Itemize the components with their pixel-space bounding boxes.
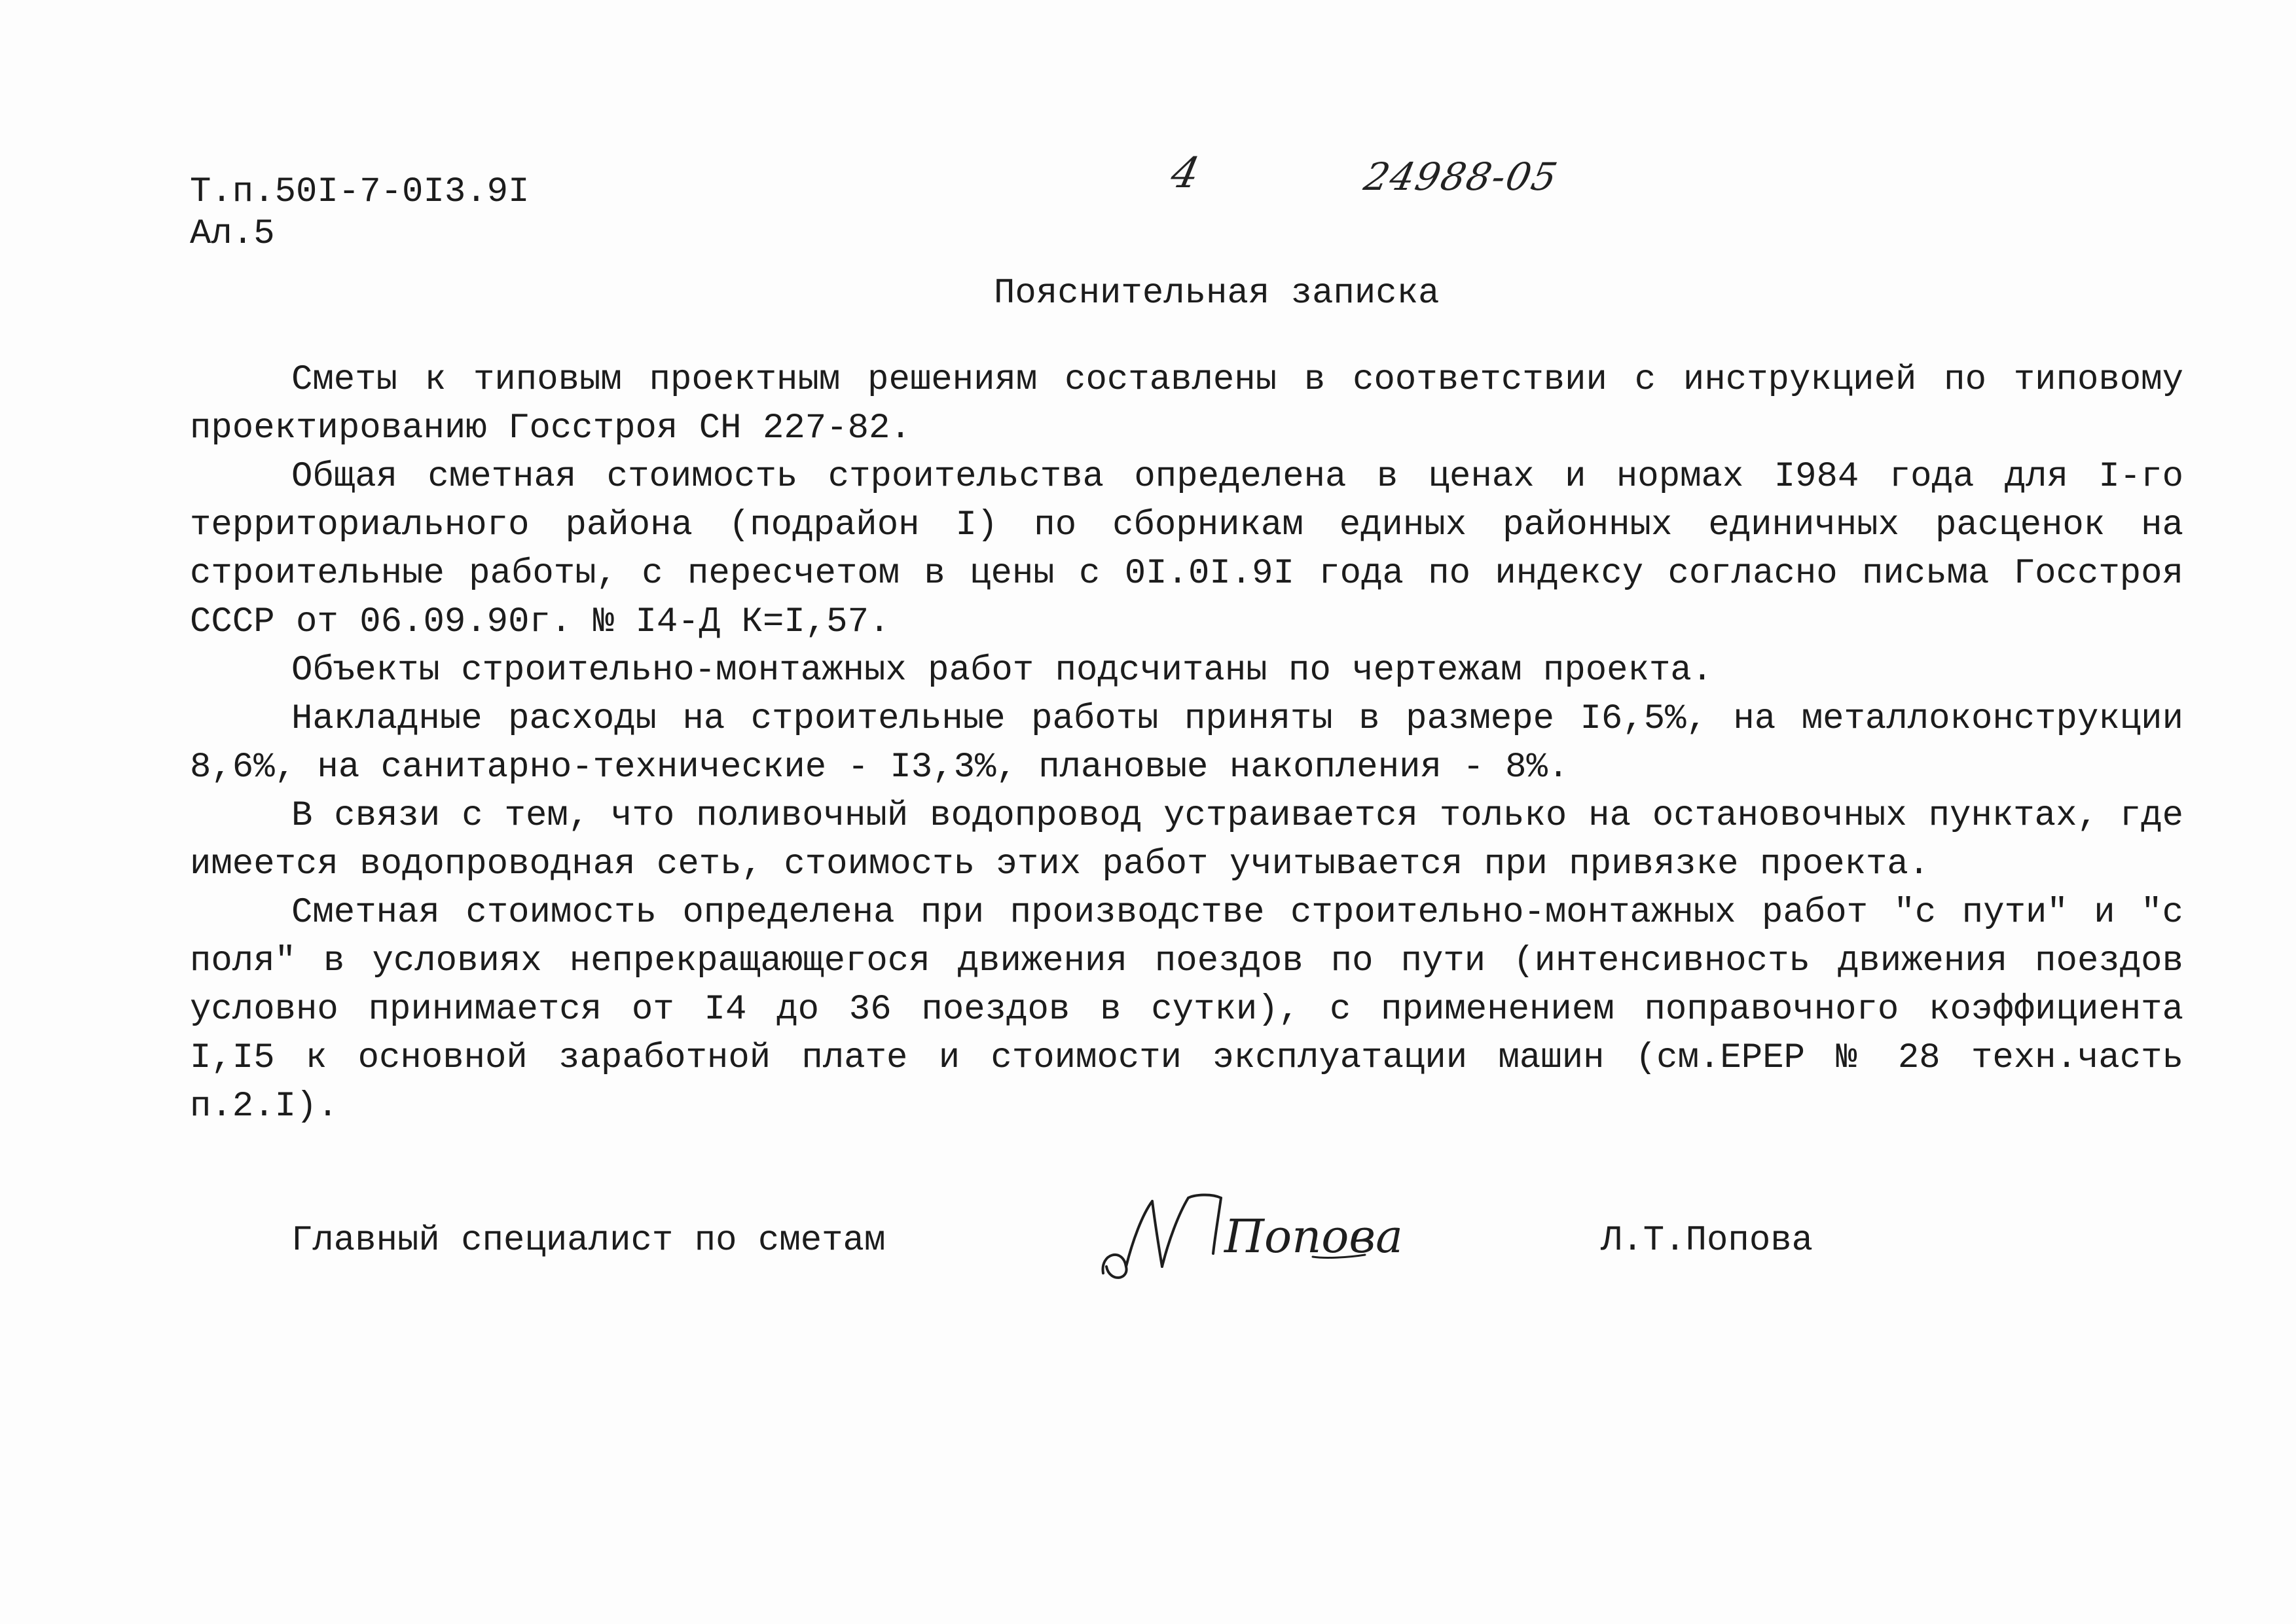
- signatory-name: Л.Т.Попова: [1601, 1221, 1813, 1261]
- document-code: Т.п.50I-7-0I3.9I: [190, 172, 530, 212]
- signature-text: Попова: [1224, 1210, 1403, 1263]
- paragraph: Сметная стоимость определена при производстве строительно-монтажных работ "с пути" и "с поля" в условиях непрекращающегося движения поездов по пути (интенсивность движения поездов условно принимается от I4 до 36 поездов в сутки), с применением поправочного коэффициента I,I5 к основной заработной плате и стоимости эксплуатации машин (см.ЕРЕР № 28 техн.часть п.2.I).: [190, 893, 2183, 1127]
- signatory-role: Главный специалист по сметам: [291, 1221, 886, 1261]
- paragraph: Сметы к типовым проектным решениям составлены в соответствии с инструкцией по типовому проектированию Госстроя СН 227-82.: [190, 360, 2183, 448]
- album-number: Ал.5: [190, 214, 275, 254]
- paragraph: Объекты строительно-монтажных работ подсчитаны по чертежам проекта.: [291, 651, 1713, 691]
- paragraph: Общая сметная стоимость строительства определена в ценах и нормах I984 года для I-го территориального района (подрайон I) по сборникам единых районных единичных расценок на строительные работы, с пересчетом в цены с 0I.0I.9I года по индексу согласно письма Госстроя СССР от 06.09.90г. № I4-Д К=I,57.: [190, 457, 2183, 642]
- document-code-block: [190, 171, 529, 255]
- paragraph: В связи с тем, что поливочный водопровод устраивается только на остановочных пунктах, где имеется водопроводная сеть, стоимость этих работ учитывается при привязке проекта.: [190, 796, 2183, 884]
- archive-number: 24988-05: [1360, 154, 1563, 199]
- handwritten-signature: [1097, 1175, 1404, 1286]
- document-title: Пояснительная записка: [994, 274, 1440, 314]
- body-text: [190, 356, 2183, 1131]
- paragraph: Накладные расходы на строительные работы приняты в размере I6,5%, на металлоконструкции 8,6%, на санитарно-технические - I3,3%, плановые накопления - 8%.: [190, 699, 2183, 787]
- page-number: 4: [1167, 149, 1204, 198]
